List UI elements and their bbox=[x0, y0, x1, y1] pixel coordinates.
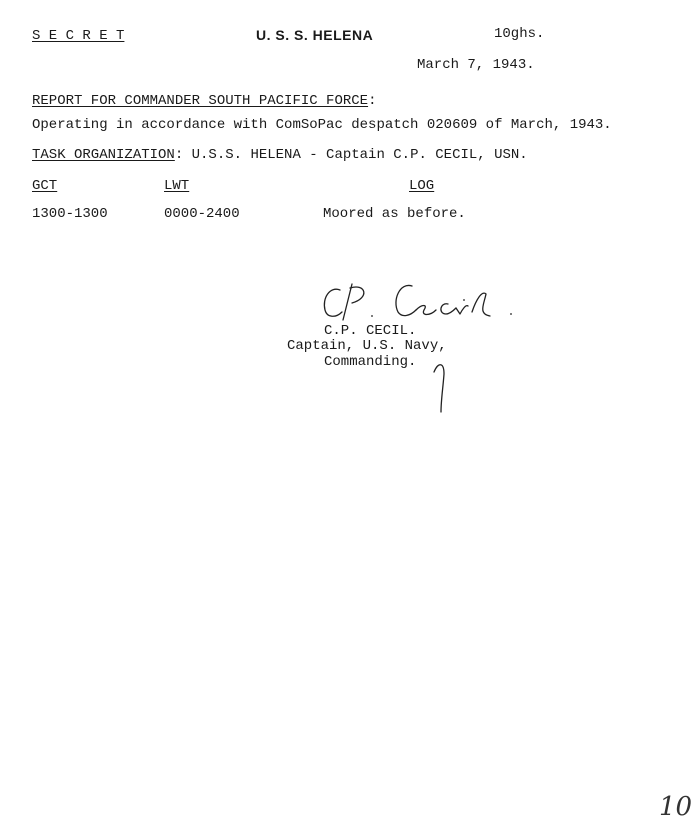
table-cell-log: Moored as before. bbox=[323, 206, 466, 222]
column-header-gct: GCT bbox=[32, 178, 58, 194]
signature-name: C.P. CECIL. bbox=[324, 323, 417, 339]
report-heading-colon: : bbox=[368, 93, 377, 109]
time-group: 10ghs. bbox=[494, 26, 545, 42]
report-body: Operating in accordance with ComSoPac despatch 020609 of March, 1943. bbox=[32, 117, 612, 133]
ship-name: U. S. S. HELENA bbox=[256, 27, 374, 43]
classification-marking: S E C R E T bbox=[32, 28, 125, 44]
column-header-log: LOG bbox=[409, 178, 435, 194]
table-cell-gct: 1300-1300 bbox=[32, 206, 108, 222]
signature-rank: Captain, U.S. Navy, bbox=[287, 338, 447, 354]
page-mark: 10 bbox=[659, 792, 693, 822]
report-date: March 7, 1943. bbox=[417, 57, 535, 73]
report-heading: REPORT FOR COMMANDER SOUTH PACIFIC FORCE bbox=[32, 93, 369, 109]
signature-role: Commanding. bbox=[324, 354, 417, 370]
table-cell-lwt: 0000-2400 bbox=[164, 206, 240, 222]
task-organization-value: : U.S.S. HELENA - Captain C.P. CECIL, USN. bbox=[174, 147, 528, 163]
column-header-lwt: LWT bbox=[164, 178, 190, 194]
task-organization-label: TASK ORGANIZATION bbox=[32, 147, 175, 163]
